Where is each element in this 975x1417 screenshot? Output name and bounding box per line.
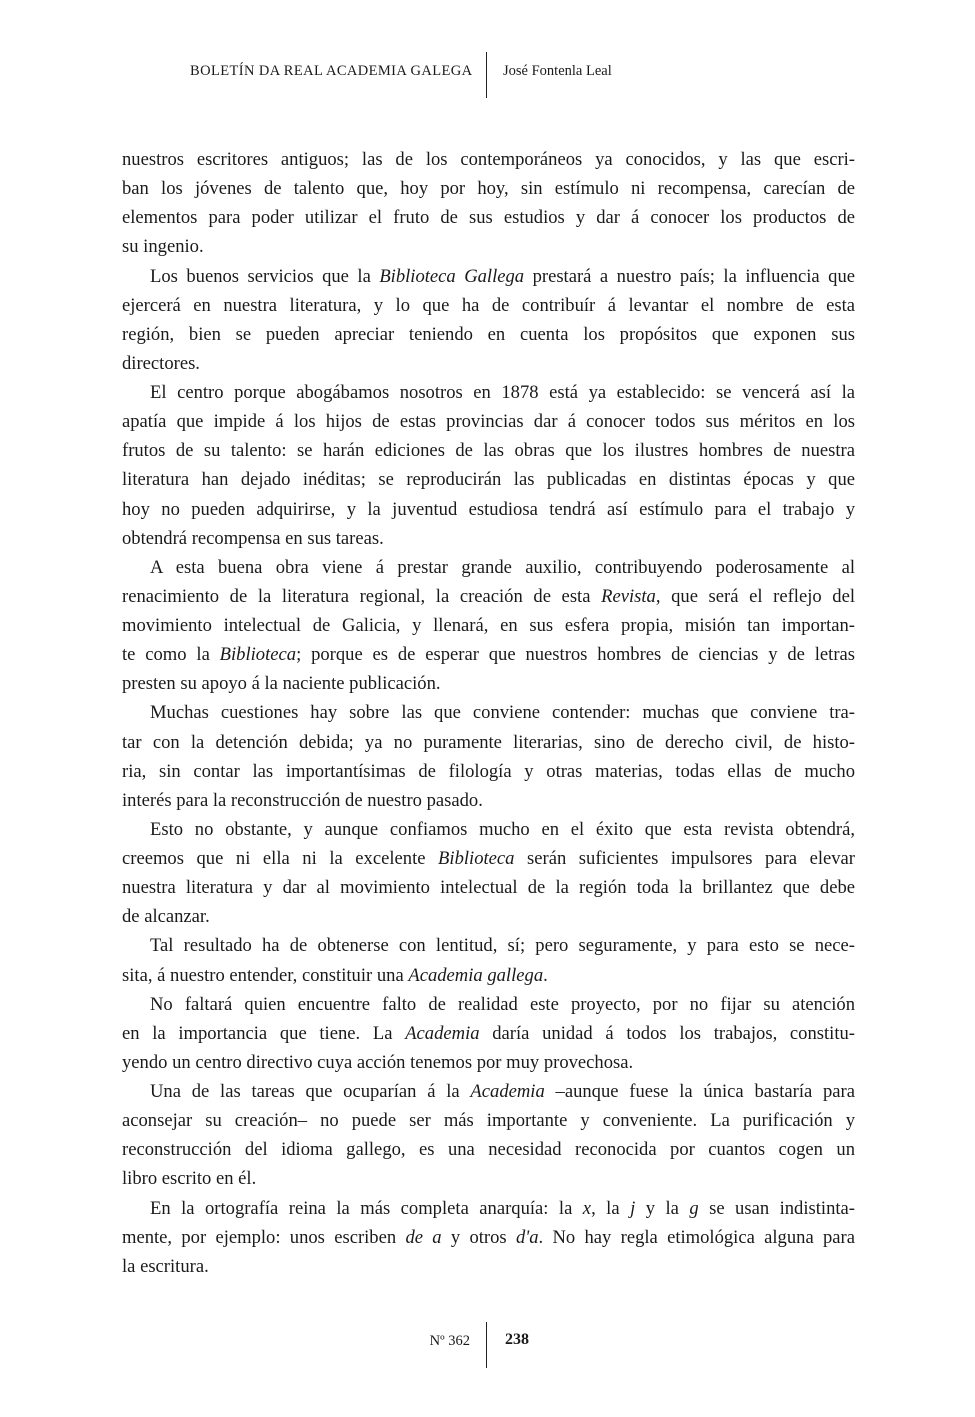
text-segment: Una de las tareas que ocuparían á la	[150, 1081, 471, 1102]
text-line	[122, 203, 855, 232]
text-segment: prestará a nuestro país; la influencia que	[524, 265, 855, 287]
text-segment: No faltará quien encuentre falto de realidad este proyecto, por no fijar su atención	[150, 993, 855, 1015]
italic-text: Biblioteca	[219, 644, 297, 666]
text-segment: renacimiento de la literatura regional, la creación de esta	[122, 585, 602, 607]
text-segment: tar con la detención debida; ya no puramente literarias, sino de derecho civil, de histo-	[122, 731, 855, 753]
text-line	[122, 495, 855, 524]
text-segment: ; porque es de esperar que nuestros hombres de ciencias y de letras	[296, 644, 855, 666]
text-segment: obtendrá recompensa en sus tareas.	[122, 527, 384, 549]
text-line	[122, 1164, 855, 1193]
text-line	[122, 378, 855, 407]
text-segment: Esto no obstante, y aunque confiamos mucho en el éxito que esta revista obtendrá,	[150, 818, 855, 840]
italic-text: Biblioteca Gallega	[379, 265, 525, 287]
text-line	[122, 582, 855, 611]
text-segment: directores.	[122, 352, 200, 374]
text-segment: yendo un centro directivo cuya acción tenemos por muy provechosa.	[122, 1051, 634, 1073]
text-line	[122, 698, 855, 727]
footer-divider	[486, 1322, 487, 1368]
text-line	[122, 320, 855, 349]
text-segment: y la	[635, 1197, 690, 1219]
text-line	[122, 1019, 855, 1048]
text-line	[122, 1252, 855, 1281]
text-segment: se usan indistinta-	[698, 1197, 855, 1219]
text-line	[122, 553, 855, 582]
paragraph	[122, 1194, 855, 1281]
text-segment: –aunque fuese la única bastaría para	[544, 1081, 856, 1102]
italic-text: Academia	[405, 1022, 480, 1044]
text-segment: movimiento intelectual de Galicia, y llenará, en sus esfera propia, misión tan importan-	[122, 615, 855, 636]
text-line	[122, 611, 855, 640]
text-segment: región, bien se pueden apreciar teniendo en cuenta los propósitos que exponen sus	[122, 323, 855, 345]
text-segment: daría unidad á todos los trabajos, constitu-	[479, 1022, 855, 1044]
italic-text: Revista	[601, 585, 656, 607]
text-segment: Tal resultado ha de obtenerse con lentitud, sí; pero seguramente, y para esto se nece-	[150, 935, 855, 957]
issue-number: Nº 362	[429, 1333, 470, 1349]
italic-text: Biblioteca	[438, 848, 515, 869]
article-body	[122, 145, 855, 1281]
text-line	[122, 669, 855, 698]
text-line	[122, 1223, 855, 1252]
text-line	[122, 757, 855, 786]
text-line	[122, 1048, 855, 1077]
header-divider	[486, 52, 487, 98]
text-line	[122, 436, 855, 465]
text-line	[122, 465, 855, 494]
text-segment: reconstrucción del idioma gallego, es una necesidad reconocida por cuantos cogen un	[122, 1139, 855, 1161]
text-line	[122, 873, 855, 902]
italic-text: d'a	[515, 1226, 539, 1248]
text-segment: , que será el reflejo del	[655, 585, 855, 607]
text-segment: mente, por ejemplo: unos escriben	[122, 1226, 406, 1248]
text-segment: ejercerá en nuestra literatura, y lo que ha de contribuír á levantar el nombre de esta	[122, 294, 855, 316]
text-line	[122, 902, 855, 931]
text-line	[122, 961, 855, 990]
text-line	[122, 174, 855, 203]
text-segment: aconsejar su creación– no puede ser más importante y conveniente. La purificación y	[122, 1110, 855, 1132]
text-line	[122, 145, 855, 174]
text-line	[122, 232, 855, 261]
text-line	[122, 786, 855, 815]
text-segment: en la importancia que tiene. La	[122, 1022, 406, 1044]
text-segment: , la	[591, 1197, 631, 1219]
text-segment: apatía que impide á los hijos de estas provincias dar á conocer todos sus méritos en los	[122, 411, 855, 433]
italic-text: Academia gallega	[408, 964, 544, 986]
text-segment: presten su apoyo á la naciente publicación.	[122, 673, 441, 695]
text-line	[122, 1077, 855, 1106]
text-line	[122, 990, 855, 1019]
text-segment: ria, sin contar las importantísimas de filología y otras materias, todas ellas de mucho	[122, 760, 855, 782]
text-segment: interés para la reconstrucción de nuestro pasado.	[122, 789, 483, 811]
author-name: José Fontenla Leal	[503, 63, 612, 79]
text-segment: nuestra literatura y dar al movimiento intelectual de la región toda la brillantez que debe	[122, 877, 855, 899]
text-line	[122, 1135, 855, 1164]
text-segment: .	[543, 964, 548, 986]
paragraph	[122, 815, 855, 932]
text-segment: hoy no pueden adquirirse, y la juventud estudiosa tendrá así estímulo para el trabajo y	[122, 498, 855, 520]
italic-text: j	[630, 1197, 636, 1219]
text-line	[122, 815, 855, 844]
text-segment: A esta buena obra viene á prestar grande auxilio, contribuyendo poderosamente al	[150, 556, 855, 578]
text-line	[122, 1194, 855, 1223]
text-line	[122, 931, 855, 960]
paragraph	[122, 262, 855, 379]
text-segment: la escritura.	[122, 1255, 209, 1277]
text-segment: elementos para poder utilizar el fruto de sus estudios y dar á conocer los productos de	[122, 207, 855, 229]
text-line	[122, 844, 855, 873]
text-segment: frutos de su talento: se harán ediciones de las obras que los ilustres hombres de nuestra	[122, 440, 855, 462]
text-line	[122, 1106, 855, 1135]
text-line	[122, 407, 855, 436]
text-segment: sita, á nuestro entender, constituir una	[122, 964, 409, 986]
paragraph	[122, 553, 855, 699]
text-segment: En la ortografía reina la más completa anarquía: la	[150, 1197, 583, 1219]
italic-text: Academia	[470, 1081, 545, 1102]
italic-text: de a	[405, 1226, 442, 1248]
text-segment: Muchas cuestiones hay sobre las que conviene contender: muchas que conviene tra-	[150, 702, 855, 724]
text-segment: literatura han dejado inéditas; se reproducirán las publicadas en distintas épocas y que	[122, 469, 855, 491]
text-segment: ban los jóvenes de talento que, hoy por hoy, sin estímulo ni recompensa, carecían de	[122, 178, 855, 200]
text-line	[122, 524, 855, 553]
paragraph	[122, 378, 855, 553]
journal-title: BOLETÍN DA REAL ACADEMIA GALEGA	[190, 63, 473, 79]
text-segment: . No hay regla etimológica alguna para	[538, 1226, 855, 1248]
text-segment: de alcanzar.	[122, 906, 210, 928]
text-segment: Los buenos servicios que la	[150, 265, 380, 287]
page-number: 238	[505, 1331, 529, 1348]
text-line	[122, 291, 855, 320]
paragraph	[122, 698, 855, 815]
paragraph	[122, 931, 855, 989]
text-segment: libro escrito en él.	[122, 1168, 257, 1190]
text-segment: nuestros escritores antiguos; las de los contemporáneos ya conocidos, y las que escri-	[122, 149, 855, 170]
text-line	[122, 640, 855, 669]
text-segment: serán suficientes impulsores para elevar	[514, 848, 855, 869]
text-segment: creemos que ni ella ni la excelente	[122, 848, 439, 869]
text-segment: te como la	[122, 644, 220, 666]
text-line	[122, 349, 855, 378]
text-segment: El centro porque abogábamos nosotros en 1878 está ya establecido: se vencerá así la	[150, 382, 855, 403]
paragraph	[122, 1077, 855, 1194]
text-segment: y otros	[441, 1226, 516, 1248]
text-line	[122, 262, 855, 291]
text-line	[122, 728, 855, 757]
italic-text: g	[689, 1197, 699, 1219]
text-segment: su ingenio.	[122, 236, 204, 258]
italic-text: x	[582, 1197, 592, 1219]
paragraph	[122, 145, 855, 262]
paragraph	[122, 990, 855, 1077]
